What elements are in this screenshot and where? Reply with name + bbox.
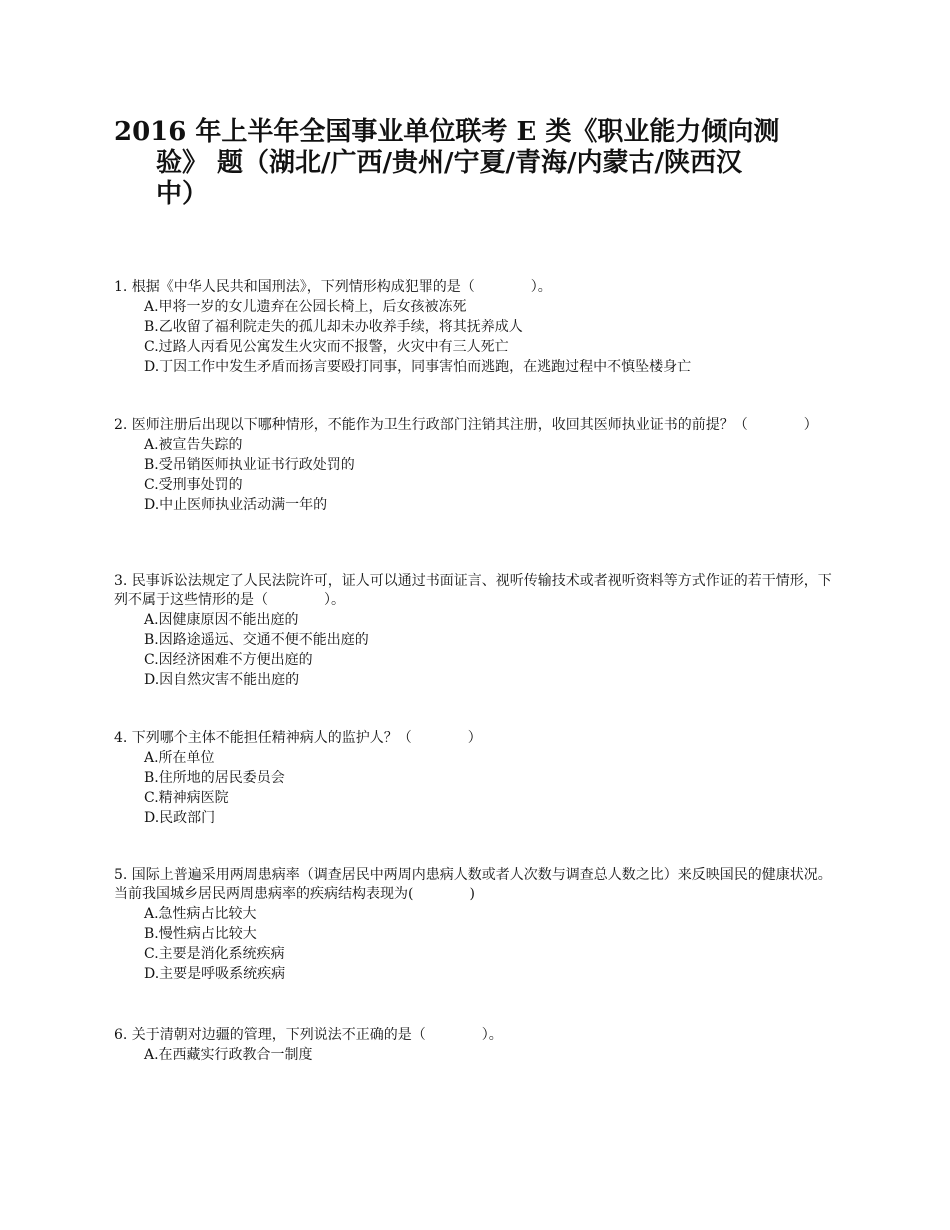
option-b: B.住所地的居民委员会 [144, 770, 285, 786]
question-stem: 2. 医师注册后出现以下哪种情形，不能作为卫生行政部门注销其注册，收回其医师执业证书的前提？（ ） [114, 417, 818, 433]
option-b: B.慢性病占比较大 [144, 926, 257, 942]
option-d: D.主要是呼吸系统疾病 [144, 966, 286, 982]
document-title [114, 117, 834, 210]
question-4 [114, 729, 844, 828]
title-line-1: 2016 年上半年全国事业单位联考 E 类《职业能力倾向测 [114, 117, 780, 147]
option-a: A.所在单位 [144, 750, 215, 766]
question-3 [114, 572, 844, 690]
question-2 [114, 416, 844, 515]
question-stem: 3. 民事诉讼法规定了人民法院许可，证人可以通过书面证言、视听传输技术或者视听资料等方式作证的若干情形，下列不属于这些情形的是（ ）。 [114, 573, 832, 608]
option-a: A.急性病占比较大 [144, 906, 257, 922]
question-stem: 1. 根据《中华人民共和国刑法》，下列情形构成犯罪的是（ ）。 [114, 279, 552, 295]
option-b: B.乙收留了福利院走失的孤儿却未办收养手续，将其抚养成人 [144, 319, 523, 335]
option-d: D.中止医师执业活动满一年的 [144, 497, 328, 513]
option-b: B.因路途遥远、交通不便不能出庭的 [144, 632, 369, 648]
option-c: C.因经济困难不方便出庭的 [144, 652, 313, 668]
option-c: C.过路人丙看见公寓发生火灾而不报警，火灾中有三人死亡 [144, 339, 509, 355]
option-d: D.民政部门 [144, 810, 216, 826]
question-5 [114, 866, 844, 984]
option-c: C.受刑事处罚的 [144, 477, 243, 493]
question-stem: 6. 关于清朝对边疆的管理，下列说法不正确的是（ ）。 [114, 1027, 503, 1043]
option-c: C.精神病医院 [144, 790, 229, 806]
option-a: A.甲将一岁的女儿遗弃在公园长椅上，后女孩被冻死 [144, 299, 467, 315]
option-a: A.在西藏实行政教合一制度 [144, 1047, 313, 1063]
option-c: C.主要是消化系统疾病 [144, 946, 285, 962]
option-a: A.被宣告失踪的 [144, 437, 243, 453]
question-6 [114, 1026, 844, 1065]
option-d: D.丁因工作中发生矛盾而扬言要殴打同事，同事害怕而逃跑，在逃跑过程中不慎坠楼身亡 [144, 359, 692, 375]
title-line-2: 验》 题（湖北/广西/贵州/宁夏/青海/内蒙古/陕西汉 [156, 148, 743, 178]
title-line-3: 中） [156, 179, 209, 209]
option-b: B.受吊销医师执业证书行政处罚的 [144, 457, 355, 473]
option-d: D.因自然灾害不能出庭的 [144, 672, 300, 688]
option-a: A.因健康原因不能出庭的 [144, 612, 299, 628]
question-stem: 5. 国际上普遍采用两周患病率（调查居民中两周内患病人数或者人次数与调查总人数之比）来反映国民的健康状况。当前我国城乡居民两周患病率的疾病结构表现为( ) [114, 867, 832, 902]
question-1 [114, 278, 844, 377]
question-stem: 4. 下列哪个主体不能担任精神病人的监护人？（ ） [114, 730, 482, 746]
